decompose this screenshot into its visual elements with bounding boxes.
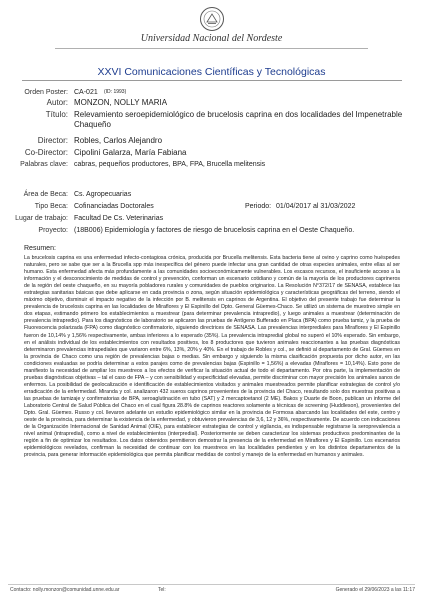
university-name: Universidad Nacional del Nordeste xyxy=(140,33,283,44)
university-seal-icon xyxy=(199,6,225,32)
header-divider xyxy=(55,48,368,49)
tipo-beca-label: Tipo Beca: xyxy=(34,203,68,210)
director-value: Robles, Carlos Alejandro xyxy=(74,136,163,145)
tipo-beca-value: Cofinanciadas Doctorales xyxy=(74,203,154,210)
periodo-value: 01/04/2017 al 31/03/2022 xyxy=(276,203,356,210)
codirector-value: Cipolini Galarza, María Fabiana xyxy=(74,148,187,157)
autor-value: MONZON, NOLLY MARIA xyxy=(74,98,168,107)
conference-title: XXVI Comunicaciones Científicas y Tecnológicas xyxy=(97,66,326,78)
area-beca-value: Cs. Agropecuarias xyxy=(74,191,132,198)
footer-generated: Generado el 29/06/2023 a las 11:17 xyxy=(335,587,415,593)
titulo-value: Relevamiento seroepidemiológico de brucelosis caprina en dos localidades del Impenetrable Chaqueño xyxy=(74,110,403,129)
resumen-label: Resumen: xyxy=(24,245,56,252)
footer-tel: Tel: xyxy=(158,587,166,593)
palabras-clave-value: cabras, pequeños productores, BPA, FPA, Brucella melitensis xyxy=(74,161,266,168)
autor-label: Autor: xyxy=(46,98,68,107)
titulo-label: Título: xyxy=(45,110,68,119)
codirector-label: Co-Director: xyxy=(24,148,68,157)
proyecto-label: Proyecto: xyxy=(38,227,68,234)
lugar-trabajo-label: Lugar de trabajo: xyxy=(15,215,68,222)
palabras-clave-label: Palabras clave: xyxy=(20,161,68,168)
resumen-text: La brucelosis caprina es una enfermedad infecto-contagiosa crónica, producida por Brucella melitensis. Esta bacteria tiene al ovino y caprino como huéspedes naturales, pero se sabe que ser a la Brucella spp más inespecífica del género puede infectar una gran cantidad de otras especies animales, entre ellas al ser humano. Esta enfermedad afecta más profundamente a las comunidades socioeconómicamente vulnerables. Los escasos recursos, el insuficiente acceso a la información y el desconocimiento de medidas de control y prevención, conforman un escenario cotidiano y común de la mayoría de los productores caprineros de la región del oeste chaqueño, en su mayoría pobladores rurales y comunidades de pueblos originarios. La Resolución N°372/17 de SENASA, establece las estrategias sanitarias básicas que debe aplicarse en cada provincia o zona, según situación epidemiológica y características geográficas del terreno, siendo el máximo objetivo, disminuir el impacto negativo de la infección por B. melitensis en caprinos de Argentina. El objetivo del presente trabajo fue determinar la prevalencia de brucelosis caprina en las localidades de Miraflores y El Espinillo del Dpto. General Güemes-Chaco. Se utilizó un sistema de muestreo simple en dos etapas, estimando primero los establecimientos a muestrear (para determinar prevalencia intrapredio), y luego animales a muestrear (determinación de prevalencia intrapredio). Para los diagnósticos de laboratorio se aplicaron las pruebas de Antígeno Bufferado en Placa (BPA) como prueba tamiz, y la prueba de Fluorescencia polarizada (FPA) como diagnóstico confirmatorio, siguiendo directrices de SENASA. Las prevalencias interprediales para Miraflores y El Espinillo fueron de 10,14% y 1,56% respectivamente, ambas inferiores a lo esperado (35%). La prevalencia intrapredial global no superó el 10% esperado. Sin embargo, en el análisis individual de los establecimientos con resultados positivos, los 8 productores que tuvieron animales reaccionantes a las pruebas diagnósticas determinaron prevalencias intrapediales que variaron entre 6%, 13%, 20% y 40%. En el trabajo de Robles y col., se definió al departamento de Gral. Güemes en la provincia de Chaco como una región de prevalencias bajas o medias. Sin embargo y siguiendo la misma clasificación propuesta por dicho autor, en las condiciones evaluadas se podría determinar a estos parajes como de prevalencias bajas (Espinillo = 1,56%) a elevadas (Miraflores = 10,14%). Esto pone de manifiesto la necesidad de ampliar los muestreos a los efectos de verificar la situación actual de todo el departamento. Por otra parte, la implementación de pruebas diagnósticas objetivas – tal el caso de FPA – y con sensibilidad y especificidad elevadas, permite discriminar con mayor precisión los animales sanos de enfermos. La posibilidad de geolocalización e identificación de establecimientos visitados y animales muestreados permite planificar estrategias de control y/o erradicación de la enfermedad. Miranda y col. analizaron 432 sueros caprinos provenientes de la provincia del Chaco, resultando solo dos muestras positivas a las pruebas de tamizaje y confirmatorias de BPA, seroaglutinación en tubo (SAT) y 2 mercaptoetanol (2 ME). Bakos y Duarte de Boon, publican un informe del Laboratorio Central de Salud Pública del Chaco en el cual figura 28.8% de caprinos reactores solamente a técnicas de screening (Huddleson), provenientes del Dpto. Gral. Güemes. Russo y col. llevaron adelante un estudio epidemiológico similar en la provincia de Formosa abarcando las localidades del este, centro y oeste de la provincia, para determinar la existencia de la enfermedad, y obtuvieron prevalencias de 3,6, 12 y 36%, respectivamente. De acuerdo con indicaciones de la Organización Internacional de Sanidad Animal (OIE), para establecer estrategias de control y vigilancia, es indispensable registrarse la seroprevalencia a nivel animal (intrapredial), como a nivel de establecimientos (interpredial). Posteriormente se deben caracterizar los sistemas productivos predominantes de la región a fin de optimizar los resultados. Los datos obtenidos permitieron demostrar la presencia de la enfermedad en Miraflores y El Espinillo. Los escenarios epidemiológicos revelados, confirman la necesidad de continuar con los muestreos en las localidades pendientes y en los distintos departamentos de la provincia, para generar información epidemiológica que permita planificar medidas de control y manejo de la enfermedad en humanos y animales. xyxy=(24,255,400,459)
lugar-trabajo-value: Facultad De Cs. Veterinarias xyxy=(74,215,164,222)
footer-contact: Contacto: nolly.monzon@comunidad.unne.edu.ar xyxy=(10,587,120,593)
orden-poster-label: Orden Poster: xyxy=(24,89,68,96)
footer-divider xyxy=(8,584,415,585)
orden-poster-value: CA-021 xyxy=(74,89,98,96)
periodo-label: Periodo: xyxy=(245,203,272,210)
director-label: Director: xyxy=(37,136,68,145)
area-beca-label: Área de Beca: xyxy=(23,191,68,198)
proyecto-value: (18B006) Epidemiología y factores de riesgo de brucelosis caprina en el Oeste Chaqueño. xyxy=(74,227,355,234)
orden-poster-id: (ID: 1993) xyxy=(104,89,127,95)
title-divider xyxy=(22,80,402,81)
